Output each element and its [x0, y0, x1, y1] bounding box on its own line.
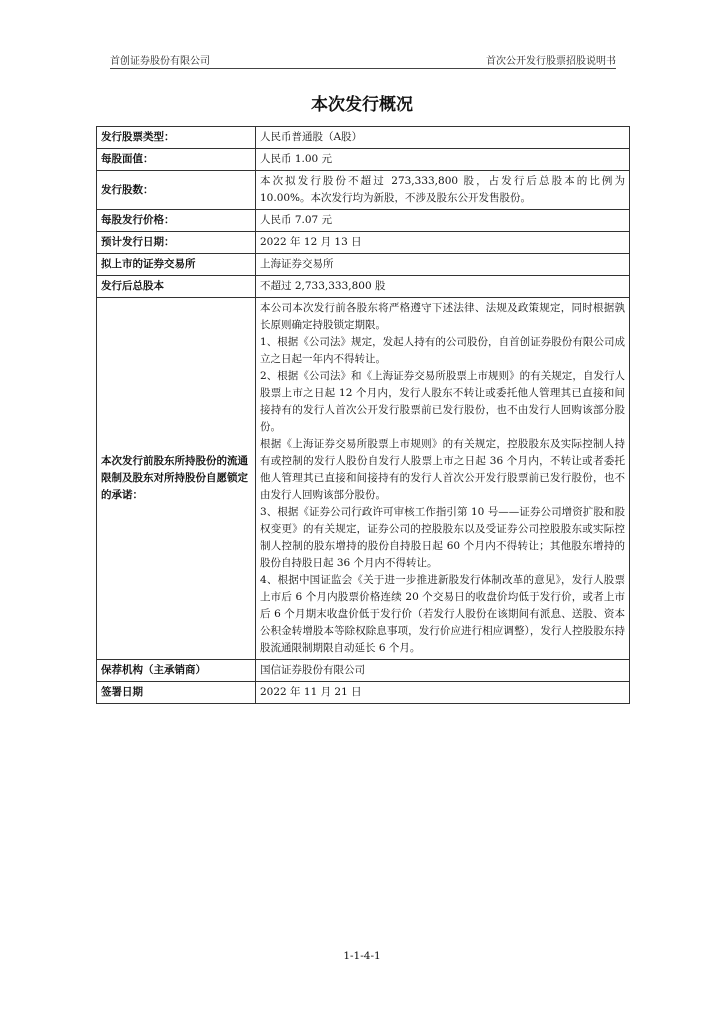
row-value: 人民币普通股（A股） — [256, 127, 630, 149]
table-row — [97, 127, 630, 149]
row-value: 上海证券交易所 — [256, 254, 630, 276]
row-value: 本次拟发行股份不超过 273,333,800 股，占发行后总股本的比例为 10.00%。本次发行均为新股，不涉及股东公开发售股份。 — [256, 171, 630, 210]
table-row — [97, 276, 630, 298]
lockup-paragraph: 3、根据《证券公司行政许可审核工作指引第 10 号——证券公司增资扩股和股权变更》的有关规定，证券公司的控股股东以及受证券公司控股股东或实际控制人控制的股东增持的股份自持股日起 60 个月内不得转让；其他股东增持的股份自持股日起 36 个月内不得转让。 — [260, 506, 625, 569]
row-label: 拟上市的证券交易所 — [97, 254, 256, 276]
page-number: 1-1-4-1 — [343, 950, 381, 962]
row-label: 每股发行价格： — [97, 210, 256, 232]
table-row — [97, 254, 630, 276]
offering-summary-table — [96, 126, 630, 704]
lockup-paragraph: 2、根据《公司法》和《上海证券交易所股票上市规则》的有关规定，自发行人股票上市之日起 12 个月内，发行人股东不转让或委托他人管理其已直接和间接持有的发行人首次公开发行股票前已发行股份，也不由发行人回购该部分股份。 — [260, 370, 625, 433]
page-title: 本次发行概况 — [311, 95, 413, 115]
row-value: 人民币 7.07 元 — [256, 210, 630, 232]
lockup-paragraph: 1、根据《公司法》规定，发起人持有的公司股份，自首创证券股份有限公司成立之日起一年内不得转让。 — [260, 336, 625, 365]
row-label: 发行后总股本 — [97, 276, 256, 298]
row-label: 每股面值： — [97, 149, 256, 171]
sponsor-value: 国信证券股份有限公司 — [256, 660, 630, 682]
header-doc-title: 首次公开发行股票招股说明书 — [486, 56, 616, 67]
table-row — [97, 149, 630, 171]
lockup-label: 本次发行前股东所持股份的流通限制及股东对所持股份自愿锁定的承诺： — [97, 298, 256, 660]
sponsor-label: 保荐机构（主承销商） — [97, 660, 256, 682]
table-row — [97, 682, 630, 704]
row-label: 发行股票类型： — [97, 127, 256, 149]
lockup-paragraph: 本公司本次发行前各股东将严格遵守下述法律、法规及政策规定，同时根据孰长原则确定持股锁定期限。 — [260, 302, 625, 331]
lockup-paragraph: 4、根据中国证监会《关于进一步推进新股发行体制改革的意见》，发行人股票上市后 6 个月内股票价格连续 20 个交易日的收盘价均低于发行价，或者上市后 6 个月期末收盘价低于发行价（若发行人股份在该期间有派息、送股、资本公积金转增股本等除权除息事项，发行价应进行相应调整），发行人控股股东持股流通限制期限自动延长 6 个月。 — [260, 574, 625, 654]
lockup-commitment-text — [256, 298, 630, 660]
lockup-row — [97, 298, 630, 660]
row-label: 发行股数： — [97, 171, 256, 210]
lockup-paragraph: 根据《上海证券交易所股票上市规则》的有关规定，控股股东及实际控制人持有或控制的发行人股份自发行人股票上市之日起 36 个月内，不转让或者委托他人管理其已直接和间接持有的发行人首次公开发行股票前已发行股份，也不由发行人回购该部分股份。 — [260, 438, 625, 501]
table-row — [97, 232, 630, 254]
row-value: 人民币 1.00 元 — [256, 149, 630, 171]
table-row — [97, 210, 630, 232]
sign-date-value: 2022 年 11 月 21 日 — [256, 682, 630, 704]
table-row — [97, 660, 630, 682]
row-label: 预计发行日期： — [97, 232, 256, 254]
sign-date-label: 签署日期 — [97, 682, 256, 704]
header-company: 首创证券股份有限公司 — [110, 56, 210, 67]
row-value: 2022 年 12 月 13 日 — [256, 232, 630, 254]
row-value: 不超过 2,733,333,800 股 — [256, 276, 630, 298]
page-header — [110, 52, 616, 69]
table-row — [97, 171, 630, 210]
